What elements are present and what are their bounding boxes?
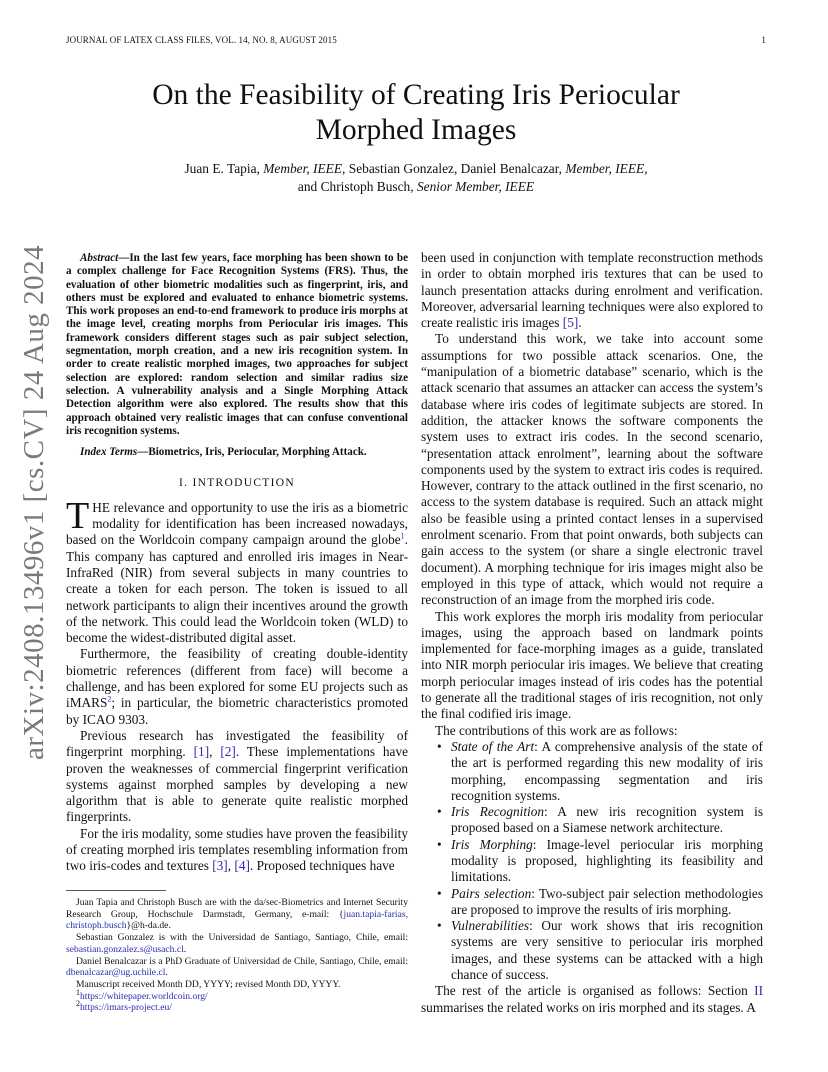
bullet-icon: • [437, 836, 442, 852]
footnote-2 [66, 999, 408, 1014]
intro-p2-text-a: Furthermore, the feasibility of creating double-identity biometric references (different from face) will become a challenge, and has been explored for some EU projects such as iMARS [66, 646, 408, 711]
affil-2-text-a: Sebastian Gonzalez is with the Universidad de Santiago, Santiago, Chile, email: [76, 932, 408, 944]
contribution-term: Iris Recognition [451, 804, 544, 820]
contribution-text: : Two-subject pair selection methodologies are proposed to improve the results of iris morphing. [451, 885, 763, 917]
right-p1-text-b: . [578, 315, 582, 331]
intro-p4-text-a: For the iris modality, some studies have proven the feasibility of creating morphed iris templates resembling information from two iris-codes and textures [66, 825, 408, 874]
imars-link[interactable]: https://imars-project.eu/ [80, 1002, 172, 1014]
citation-2[interactable]: [2] [220, 744, 236, 760]
bullet-icon: • [437, 804, 442, 820]
author-tapia: Juan E. Tapia, [184, 161, 260, 176]
contribution-item [437, 885, 763, 919]
email-link-benalcazar[interactable]: dbenalcazar@ug.uchile.cl [66, 967, 166, 979]
author-busch-role: Senior Member, IEEE [416, 179, 535, 194]
contribution-text: : Our work shows that iris recognition systems are very sensitive to periocular iris morphed images, and these systems can be attacked with a high chance of success. [451, 918, 763, 983]
intro-p1-text-b: . This company has captured and enrolled iris images in Near-InfraRed (NIR) from several subjects in many countries to create a token for each person. The token is issued to all network participants to align their incentives around the growth of the network. This could lead the Worldcoin token (WLD) to become the widest-distributed digital asset. [66, 532, 408, 646]
drop-cap: T [66, 494, 90, 537]
contribution-term: Iris Morphing [451, 836, 533, 852]
author-list [66, 160, 766, 196]
bullet-icon: • [437, 885, 442, 901]
right-p5-text-a: The rest of the article is organised as follows: Section [435, 983, 755, 999]
paper-title [66, 78, 766, 148]
citation-1[interactable]: [1] [193, 744, 210, 760]
intro-paragraph-3 [66, 728, 408, 826]
citation-separator: , [209, 744, 221, 760]
index-terms [66, 446, 408, 459]
email-link-tapia-busch[interactable]: juan.tapia-farias, christoph.busch [66, 908, 408, 932]
left-column [66, 252, 408, 875]
section-heading-introduction: I. INTRODUCTION [179, 477, 295, 490]
intro-p3-text-b: . These implementations have proven the weaknesses of commercial fingerprint verification systems against morphed samples by developing a new algorithm that is able to generate quite realistic morphed fingerprints. [66, 744, 408, 825]
intro-p1-text-a: HE relevance and opportunity to use the iris as a biometric modality for identification has been increased nowadays, based on the Worldcoin company campaign around the globe [66, 499, 408, 548]
contribution-term: Vulnerabilities [451, 918, 530, 934]
bullet-icon: • [437, 918, 442, 934]
contribution-term: State of the Art [451, 738, 535, 754]
author-tapia-role: Member, IEEE, [263, 161, 346, 176]
right-p5-text-b: summarises the related works on iris morphed and its stages. A [421, 999, 756, 1015]
author-gonzalez-benalcazar: Sebastian Gonzalez, Daniel Benalcazar, [348, 161, 563, 176]
email-link-gonzalez[interactable]: sebastian.gonzalez.s@usach.cl [66, 943, 184, 955]
intro-p3-text-a: Previous research has investigated the feasibility of fingerprint morphing. [66, 727, 408, 760]
title-line-2: Morphed Images [315, 114, 517, 146]
bullet-icon: • [437, 738, 442, 754]
manuscript-dates: Manuscript received Month DD, YYYY; revised Month DD, YYYY. [76, 978, 341, 990]
affil-3-text-b: . [165, 967, 168, 979]
right-column [421, 250, 763, 1016]
intro-paragraph-4 [66, 826, 408, 875]
footnote-2-mark: 2 [76, 999, 80, 1009]
author-line-2 [66, 178, 766, 196]
footnote-ref-2[interactable]: 2 [107, 694, 112, 704]
contribution-text: : A new iris recognition system is proposed based on a Siamese network architecture. [451, 804, 763, 836]
right-paragraph-5 [421, 983, 763, 1016]
citation-5[interactable]: [5] [562, 315, 579, 331]
affiliation-tapia-busch [66, 897, 408, 932]
abstract-lead: Abstract [80, 252, 119, 264]
citation-3[interactable]: [3] [212, 858, 228, 874]
citation-4[interactable]: [4] [234, 858, 250, 874]
right-paragraph-1 [421, 250, 763, 331]
affil-1-text-b: }@h-da.de. [126, 920, 171, 932]
arxiv-stamp: arXiv:2408.13496v1 [cs.CV] 24 Aug 2024 [18, 244, 50, 760]
page-number: 1 [761, 35, 766, 45]
author-line-1 [66, 160, 766, 178]
affiliation-gonzalez [66, 932, 408, 955]
contribution-item [437, 738, 763, 804]
footnote-1 [66, 987, 408, 1003]
abstract-text: —In the last few years, face morphing has been shown to be a complex challenge for Face Recognition Systems (FRS). Thus, the evaluation of other biometric modalities such as fingerprint, iris, and others must be explored and evaluated to enhance biometric systems. This work proposes an end-to-end framework to produce iris morphs at the image level, creating morphs from Periocular iris images. This framework considers different stages such as pair subject selection, segmentation, morph creation, and a new iris recognition system. In order to create realistic morphed images, two approaches for subject selection are explored: random selection and similar radius size selection. A vulnerability analysis and a Single Morphing Attack Detection algorithm were also explored. The results show that this approach obtained very realistic images that can confuse conventional iris recognition systems. [66, 252, 408, 437]
worldcoin-link[interactable]: https://whitepaper.worldcoin.org/ [80, 990, 208, 1002]
right-p1-text-a: been used in conjunction with template reconstruction methods in order to obtain morphed iris textures that can be used to launch presentation attacks during enrolment and verification. Moreover, adversarial learning techniques were also explored to create realistic iris images [421, 250, 763, 331]
intro-p2-text-b: ; in particular, the biometric characteristics promoted by ICAO 9303. [66, 695, 408, 727]
contribution-text: : Image-level periocular iris morphing modality is proposed, highlighting its feasibility and limitations. [451, 836, 764, 885]
author-busch: and Christoph Busch, [297, 179, 414, 194]
index-terms-text: —Biometrics, Iris, Periocular, Morphing Attack. [137, 446, 367, 459]
contributions-list [421, 739, 763, 983]
section-ref-2[interactable]: II [754, 983, 763, 999]
footnotes [66, 890, 408, 1014]
contribution-item [437, 804, 763, 837]
contribution-text: : A comprehensive analysis of the state of the art is performed regarding this new modality of iris morphing, encompassing segmentation and iris recognition systems. [451, 738, 763, 803]
affiliation-benalcazar [66, 956, 408, 979]
right-paragraph-2: To understand this work, we take into account some assumptions for two possible attack scenarios. One, the “manipulation of a biometric database” scenario, which is the attack scenario that assumes an attacker can access the system’s database where iris codes of legitimate subjects are stored. In addition, the attacker knows the software components the system uses to extract iris codes. In the second scenario, “presentation attack enrolment”, learning about the software components used by the system to extract iris codes is required. However, contrary to the attack outlined in the first scenario, no access to the system database is required. Such an attack might also be feasible using a printed contact lenses in a supervised enrolment scenario. From that point onwards, both subjects can gain access to the system (or share a single electronic travel document). A morphing technique for iris images might also be employed in this type of attack, which would not require a reconstruction of an image from the morphed iris code. [421, 331, 763, 608]
contributions-intro: The contributions of this work are as follows: [435, 722, 678, 738]
intro-paragraph-1 [66, 494, 408, 647]
affil-1-text-a: Juan Tapia and Christoph Busch are with the da/sec-Biometrics and Internet Security Research Group, Hochschule Darmstadt, Germany, e-mail: { [66, 897, 408, 920]
journal-name: JOURNAL OF LATEX CLASS FILES, VOL. 14, NO. 8, AUGUST 2015 [66, 35, 337, 45]
right-paragraph-3: This work explores the morph iris modality from periocular images, using the approach based on landmark points implemented for face-morphing images as a guide, translated into NIR morph periocular iris images. We believe that creating morph periocular images instead of iris codes has the potential to generate all the traditional stages of iris recognition, not only the final codified iris image. [421, 608, 763, 722]
running-head [66, 35, 766, 45]
title-line-1: On the Feasibility of Creating Iris Periocular [152, 79, 680, 111]
index-terms-lead: Index Terms [80, 446, 138, 459]
affil-2-text-b: . [183, 943, 187, 955]
author-benalcazar-role: Member, IEEE, [565, 161, 648, 176]
affil-3-text-a: Daniel Benalcazar is a PhD Graduate of Universidad de Chile, Santiago, Chile, email: [76, 955, 408, 967]
intro-p4-text-b: . Proposed techniques have [249, 858, 395, 874]
footnote-rule [66, 890, 166, 891]
contribution-term: Pairs selection [451, 885, 532, 901]
contribution-item [437, 836, 764, 886]
abstract [66, 252, 408, 438]
footnote-ref-1[interactable]: 1 [400, 531, 405, 541]
footnote-1-mark: 1 [76, 987, 80, 997]
citation-separator: , [227, 858, 235, 874]
contribution-item [437, 918, 763, 983]
intro-paragraph-2 [66, 646, 408, 727]
